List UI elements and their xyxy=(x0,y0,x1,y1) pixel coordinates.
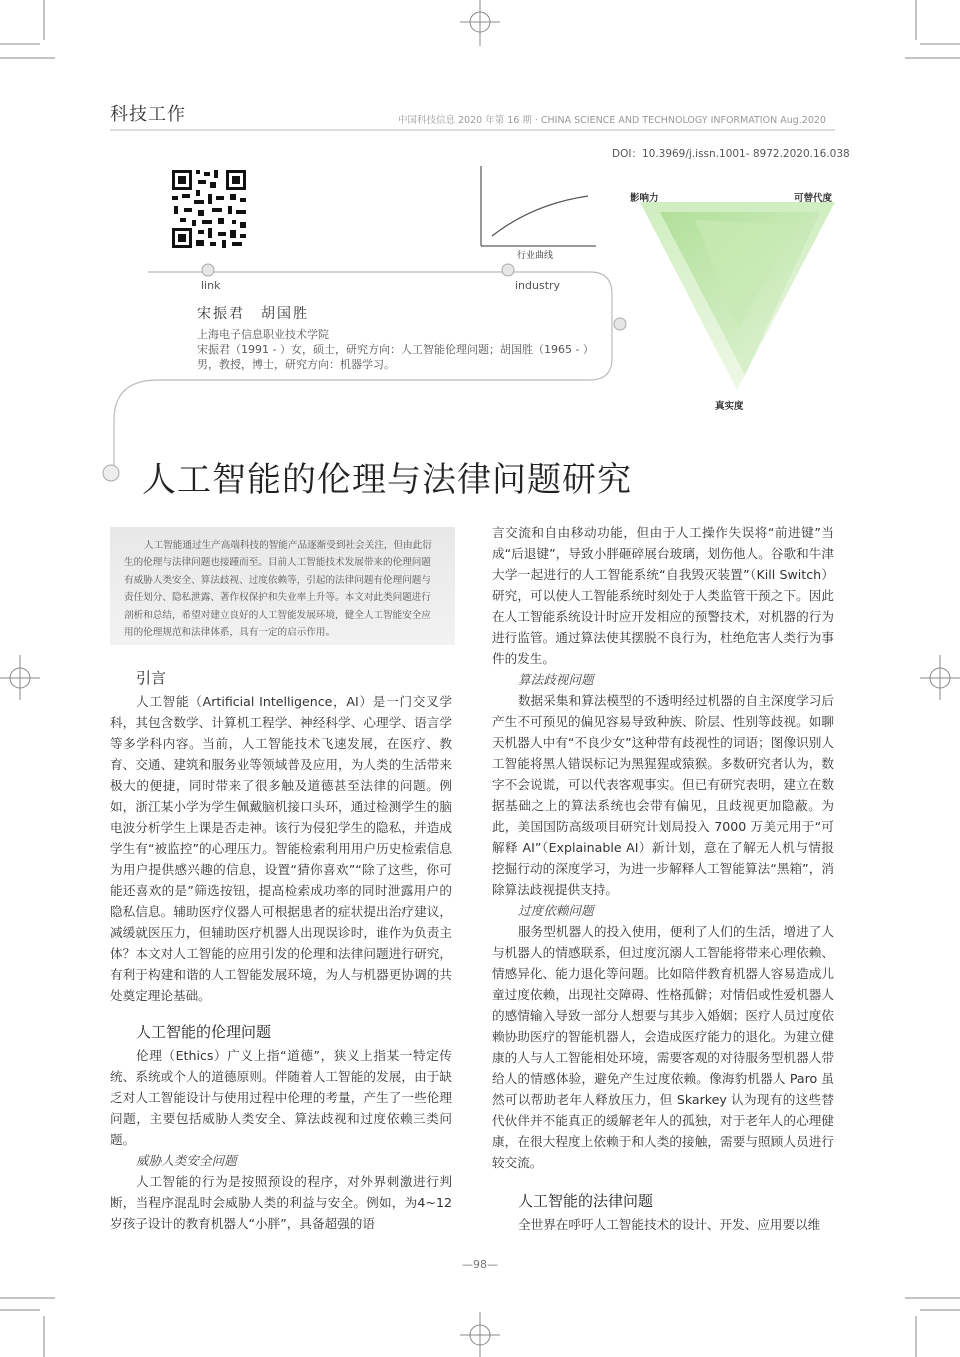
industry-node xyxy=(502,264,514,276)
industry-label: industry xyxy=(515,279,561,292)
link-label: link xyxy=(201,279,221,292)
section-label: 科技工作 xyxy=(110,104,186,125)
legal-heading: 人工智能的法律问题 xyxy=(518,1192,654,1210)
registration-mark-top xyxy=(460,0,500,46)
industry-curve-chart xyxy=(478,166,598,250)
article-title: 人工智能的伦理与法律问题研究 xyxy=(142,460,632,500)
qr-code xyxy=(170,168,248,250)
crop-mark-bottom-left xyxy=(0,1298,55,1357)
page-number: —98— xyxy=(462,1258,498,1271)
link-node xyxy=(202,264,214,276)
registration-mark-bottom xyxy=(460,1312,500,1357)
registration-mark-left xyxy=(0,655,40,700)
safety-paragraph: 人工智能的行为是按照预设的程序，对外界刺激进行判断，当程序混乱时会威胁人类的利益与安全。例如，为4~12 岁孩子设计的教育机器人“小胖”，具备超强的语 xyxy=(110,1174,452,1231)
author-bio: 宋振君（1991 - ）女，硕士，研究方向：人工智能伦理问题；胡国胜（1965 - ）男，教授，博士，研究方向：机器学习。 xyxy=(197,343,594,371)
right-column xyxy=(492,522,834,1235)
registration-mark-right xyxy=(920,655,960,700)
dependency-paragraph: 服务型机器人的投入使用，便利了人们的生活，增进了人与机器人的情感联系，但过度沉溺人工智能将带来心理依赖、情感异化、能力退化等问题。比如陪伴教育机器人容易造成儿童过度依赖，出现社交障碍、性格孤僻；对情侣或性爱机器人的感情输入导致一部分人想要与其步入婚姻；医疗人员过度依赖协助医疗的智能机器人，会造成医疗能力的退化。为建立健康的人与人工智能相处环境，需要客观的对待服务型机器人带给人的情感体验，避免产生过度依赖。像海豹机器人 Paro 虽然可以帮助老年人释放压力，但 Skarkey 认为现有的这些替代伙伴并不能真正的缓解老年人的孤独，对于老年人的心理健康，在很大程度上依赖于和人类的接触，需要与照顾人员进行较交流。 xyxy=(492,924,834,1170)
abstract-text: 人工智能通过生产高端科技的智能产品逐渐受到社会关注，但由此衍生的伦理与法律问题也接踵而至。目前人工智能技术发展带来的伦理问题有威胁人类安全、算法歧视、过度依赖等，引起的法律问题有伦理问题与责任划分、隐私泄露、著作权保护和失业率上升等。本文对此类问题进行剖析和总结，希望对建立良好的人工智能发展环境，健全人工智能安全应用的伦理规范和法律体系，具有一定的启示作用。 xyxy=(124,540,432,639)
triangle-label-substitutability: 可替代度 xyxy=(794,193,833,204)
safety-continued: 言交流和自由移动功能，但由于人工操作失误将“前进键”当成“后退键”，导致小胖砸碎展台玻璃，划伤他人。谷歌和牛津大学一起进行的人工智能系统“自我毁灭装置”（Kill Switch）研究，可以使人工智能系统时刻处于人类监管干预之下。因此在人工智能系统设计时应开发相应的预警技术，对机器的行为进行监管。通过算法使其摆脱不良行为，杜绝危害人类行为事件的发生。 xyxy=(492,525,834,666)
crop-mark-top-right xyxy=(905,0,960,58)
ethics-heading: 人工智能的伦理问题 xyxy=(136,1023,272,1041)
triangle-graphic xyxy=(620,180,850,400)
triangle-label-authenticity: 真实度 xyxy=(715,401,744,412)
algorithm-paragraph: 数据采集和算法模型的不透明经过机器的自主深度学习后产生不可预见的偏见容易导致种族、阶层、性别等歧视。如聊天机器人中有“不良少女”这种带有歧视性的词语；图像识别人工智能将黑人错误标记为黑猩猩或猿猴。多数研究者认为，数字不会说谎，可以代表客观事实。但已有研究表明，建立在数据基础之上的算法系统也会带有偏见，且歧视更加隐蔽。为此，美国国防高级项目研究计划局投入 7000 万美元用于“可解释 AI”（Explainable AI）新计划，意在了解无人机与情报挖掘行动的深度学习，为进一步解释人工智能算法“黑箱”，消除算法歧视提供支持。 xyxy=(492,693,834,897)
industry-curve-line xyxy=(492,196,588,236)
intro-paragraph: 人工智能（Artificial Intelligence，AI）是一门交叉学科，其包含数学、计算机工程学、神经科学、心理学、语言学等多学科内容。当前，人工智能技术飞速发展，在医疗、教育、交通、建筑和服务业等领域普及应用，为人类的生活带来极大的便捷，同时带来了很多触及道德甚至法律的问题。例如，浙江某小学为学生佩戴脑机接口头环，通过检测学生的脑电波分析学生上课是否走神。该行为侵犯学生的隐私，并造成学生有“被监控”的心理压力。智能检索利用用户历史检索信息为用户提供感兴趣的信息，设置“猜你喜欢”“除了这些，你可能还喜欢的是”筛选按钮，提高检索成功率的同时泄露用户的隐私信息。辅助医疗仪器人可根据患者的症状提出治疗建议，减缓就医压力，但辅助医疗机器人出现误诊时，谁作为负责主体？本文对人工智能的应用引发的伦理和法律问题进行研究，有利于构建和谐的人工智能发展环境，为人与机器更协调的共处奠定理论基础。 xyxy=(110,694,452,1003)
dependency-heading: 过度依赖问题 xyxy=(518,903,594,918)
intro-heading: 引言 xyxy=(136,669,167,687)
industry-curve-label: 行业曲线 xyxy=(517,251,554,261)
header-rule xyxy=(110,128,835,132)
crop-mark-bottom-right xyxy=(905,1298,960,1357)
journal-header: 中国科技信息 2020 年第 16 期 · CHINA SCIENCE AND TECHNOLOGY INFORMATION Aug.2020 xyxy=(398,115,826,126)
triangle-label-influence: 影响力 xyxy=(630,193,659,204)
author-affiliation: 上海电子信息职业技术学院 xyxy=(197,328,329,341)
author-names: 宋振君 胡国胜 xyxy=(197,306,309,322)
ethics-paragraph: 伦理（Ethics）广义上指“道德”，狭义上指某一特定传统、系统或个人的道德原则。伴随着人工智能的发展，由于缺乏对人工智能设计与使用过程中伦理的考量，产生了一些伦理问题，主要包括威胁人类安全、算法歧视和过度依赖三类问题。 xyxy=(110,1048,452,1147)
safety-heading: 威胁人类安全问题 xyxy=(136,1153,237,1168)
legal-paragraph: 全世界在呼吁人工智能技术的设计、开发、应用要以维 xyxy=(518,1217,821,1232)
title-bullet xyxy=(100,462,122,484)
abstract-box xyxy=(110,527,455,645)
crop-mark-top-left xyxy=(0,0,55,58)
left-column xyxy=(110,668,452,1234)
doi: DOI：10.3969/j.issn.1001- 8972.2020.16.038 xyxy=(612,148,850,160)
algorithm-heading: 算法歧视问题 xyxy=(518,672,594,687)
